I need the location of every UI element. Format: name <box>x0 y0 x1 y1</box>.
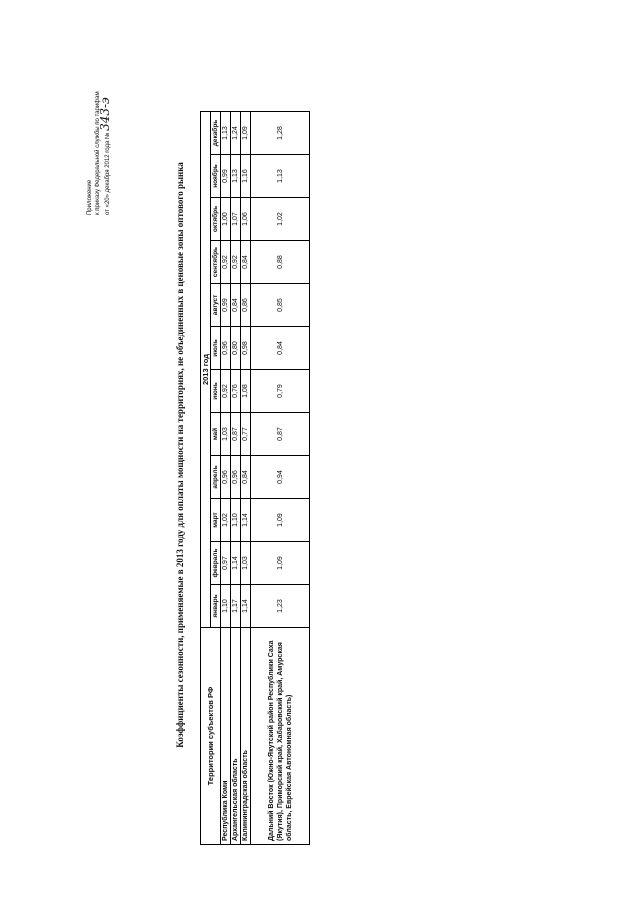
coefficient-cell: 0,84 <box>241 241 251 284</box>
coefficient-cell: 1,14 <box>241 499 251 542</box>
month-header: ноябрь <box>211 155 221 198</box>
coefficient-cell: 1,08 <box>241 370 251 413</box>
coefficient-cell: 0,76 <box>231 370 241 413</box>
territory-name: Дальний Восток (Южно-Якутский район Республики Саха (Якутия), Приморский край, Хабаровский край, Амурская область, Еврейская Автономная область) <box>251 628 310 845</box>
territory-name: Калининградская область <box>241 628 251 845</box>
coefficient-cell: 1,13 <box>251 155 310 198</box>
coefficient-cell: 0,87 <box>231 413 241 456</box>
month-header: август <box>211 284 221 327</box>
appendix-note <box>87 91 113 215</box>
coefficient-cell: 0,94 <box>251 456 310 499</box>
year-header: 2013 год <box>201 112 211 628</box>
coefficient-cell: 0,92 <box>231 241 241 284</box>
coefficient-cell: 0,99 <box>221 155 231 198</box>
coefficient-cell: 1,09 <box>251 499 310 542</box>
table-row <box>241 112 251 845</box>
month-header: май <box>211 413 221 456</box>
appendix-line2: к приказу Федеральной службы по тарифам <box>94 91 101 215</box>
month-header: апрель <box>211 456 221 499</box>
table-row <box>231 112 241 845</box>
order-number-signature: 343-э <box>98 97 112 131</box>
coefficient-cell: 1,14 <box>231 542 241 585</box>
coefficient-cell: 1,03 <box>241 542 251 585</box>
appendix-line1: Приложение <box>87 179 93 215</box>
month-header: декабрь <box>211 112 221 155</box>
coefficient-cell: 1,07 <box>231 198 241 241</box>
coefficient-cell: 0,77 <box>241 413 251 456</box>
coefficient-cell: 0,96 <box>221 456 231 499</box>
table-row <box>251 112 310 845</box>
table-header-row <box>201 112 211 845</box>
coefficient-cell: 0,96 <box>231 456 241 499</box>
month-header: октябрь <box>211 198 221 241</box>
coefficient-cell: 1,00 <box>221 198 231 241</box>
month-header: сентябрь <box>211 241 221 284</box>
coefficient-cell: 0,98 <box>241 327 251 370</box>
coefficient-cell: 1,23 <box>251 585 310 628</box>
coefficient-cell: 1,09 <box>251 542 310 585</box>
coefficient-cell: 0,92 <box>221 241 231 284</box>
coefficients-table <box>200 111 310 845</box>
coefficient-cell: 0,85 <box>251 284 310 327</box>
coefficient-cell: 1,28 <box>251 112 310 155</box>
territory-column-header: Территории субъектов РФ <box>201 628 221 845</box>
month-header: март <box>211 499 221 542</box>
coefficient-cell: 1,02 <box>221 499 231 542</box>
coefficient-cell: 0,84 <box>251 327 310 370</box>
coefficient-cell: 1,06 <box>241 198 251 241</box>
month-header: февраль <box>211 542 221 585</box>
coefficient-cell: 1,10 <box>231 499 241 542</box>
month-header: июль <box>211 327 221 370</box>
coefficient-cell: 1,24 <box>231 112 241 155</box>
coefficient-cell: 1,16 <box>241 155 251 198</box>
table-row <box>221 112 231 845</box>
coefficient-cell: 0,92 <box>221 370 231 413</box>
coefficient-cell: 0,86 <box>241 284 251 327</box>
document-title: Коэффициенты сезонности, применяемые в 2013 году для оплаты мощности на территориях, не объединенных в ценовые зоны оптового рынка <box>175 162 185 748</box>
coefficient-cell: 0,88 <box>251 241 310 284</box>
coefficient-cell: 1,02 <box>251 198 310 241</box>
coefficient-cell: 1,17 <box>231 585 241 628</box>
coefficient-cell: 1,13 <box>221 112 231 155</box>
coefficient-cell: 0,79 <box>251 370 310 413</box>
coefficient-cell: 1,03 <box>221 413 231 456</box>
coefficient-cell: 0,97 <box>221 542 231 585</box>
appendix-line3 <box>98 91 113 215</box>
territory-name: Архангельская область <box>231 628 241 845</box>
coefficient-cell: 1,14 <box>241 585 251 628</box>
month-header: июнь <box>211 370 221 413</box>
coefficient-cell: 0,99 <box>221 284 231 327</box>
appendix-date: от «20» декабря 2012 года № <box>105 132 111 215</box>
coefficient-cell: 0,96 <box>221 327 231 370</box>
coefficient-cell: 0,80 <box>231 327 241 370</box>
month-header: январь <box>211 585 221 628</box>
coefficient-cell: 1,13 <box>231 155 241 198</box>
territory-name: Республика Коми <box>221 628 231 845</box>
coefficient-cell: 0,84 <box>231 284 241 327</box>
coefficient-cell: 1,09 <box>241 112 251 155</box>
coefficient-cell: 0,87 <box>251 413 310 456</box>
coefficient-cell: 1,10 <box>221 585 231 628</box>
coefficient-cell: 0,84 <box>241 456 251 499</box>
